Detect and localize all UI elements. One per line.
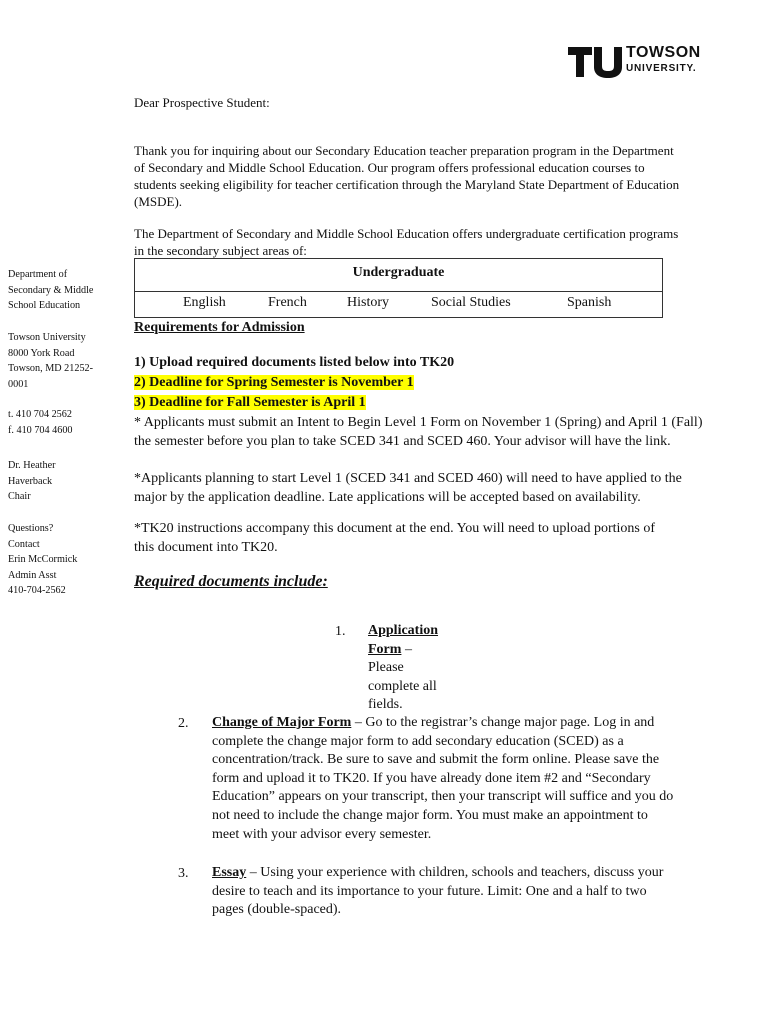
- sidebar-line: Chair: [8, 491, 31, 502]
- sidebar-department: [8, 267, 118, 314]
- intro-paragraph: [134, 142, 734, 210]
- sidebar-line: Dr. Heather: [8, 460, 56, 471]
- sidebar-line: 8000 York Road: [8, 347, 75, 359]
- note-line: major by the application deadline. Late applications will be accepted based on availability.: [134, 490, 641, 505]
- logo-subtitle: UNIVERSITY.: [626, 63, 697, 74]
- sidebar-questions: [8, 521, 118, 599]
- list-item-change-of-major: [212, 714, 752, 844]
- sidebar-line: 410-704-2562: [8, 585, 66, 596]
- sidebar-line: Towson, MD 21252-: [8, 363, 94, 374]
- sidebar-line: School Education: [8, 300, 81, 311]
- list-number: 1.: [335, 624, 346, 639]
- step-upload: 1) Upload required documents listed below into TK20: [134, 355, 455, 370]
- item-label: Form: [368, 641, 402, 657]
- item-label: Essay: [212, 865, 247, 880]
- sidebar-line: Contact: [8, 538, 40, 550]
- note-line: * Applicants must submit an Intent to Begin Level 1 Form on November 1 (Spring) and April 1 (Fall): [134, 415, 703, 430]
- sidebar-line: t. 410 704 2562: [8, 409, 72, 420]
- intro-line: (MSDE).: [134, 194, 183, 209]
- tu-logo-icon: [566, 44, 624, 80]
- sidebar-line: Admin Asst: [8, 569, 57, 581]
- sidebar-phone: [8, 407, 118, 438]
- item-text: not need to include the change major form. You must make an appointment to: [212, 807, 648, 823]
- sidebar-line: Secondary & Middle: [8, 284, 94, 296]
- table-cell-subject: French: [268, 295, 307, 310]
- step-fall-deadline: 3) Deadline for Fall Semester is April 1: [134, 395, 366, 410]
- subjects-table: [134, 258, 663, 318]
- sidebar-line: Erin McCormick: [8, 554, 78, 565]
- item-text: meet with your advisor every semester.: [212, 826, 432, 842]
- sidebar-address: [8, 330, 118, 392]
- item-text: –: [401, 641, 412, 657]
- logo-name: TOWSON: [626, 44, 701, 61]
- sidebar-line: Department of: [8, 269, 68, 280]
- intro-line: Thank you for inquiring about our Secondary Education teacher preparation program in the Department: [134, 143, 674, 158]
- programs-line: in the secondary subject areas of:: [134, 243, 307, 258]
- greeting: Dear Prospective Student:: [134, 95, 270, 110]
- item-text: desire to teach and its importance to your future. Limit: One and a half to two: [212, 883, 647, 899]
- item-text: Please: [368, 660, 404, 676]
- sidebar-line: f. 410 704 4600: [8, 424, 73, 436]
- programs-line: The Department of Secondary and Middle School Education offers undergraduate certification programs: [134, 226, 679, 241]
- intro-line: students seeking eligibility for teacher certification through the Maryland State Department of Education: [134, 177, 680, 192]
- table-cell-subject: English: [183, 295, 226, 310]
- item-text: – Using your experience with children, schools and teachers, discuss your: [246, 865, 664, 880]
- sidebar-line: Questions?: [8, 523, 54, 534]
- item-text: – Go to the registrar’s change major page. Log in and: [351, 715, 655, 730]
- item-text: fields.: [368, 697, 403, 713]
- list-item-application-form: [368, 622, 488, 715]
- sidebar-line: 0001: [8, 378, 29, 390]
- item-text: Education” appears on your transcript, then your transcript will suffice and you do: [212, 789, 674, 805]
- list-number: 2.: [178, 716, 189, 731]
- requirements-steps: [134, 353, 754, 413]
- note-line: *Applicants planning to start Level 1 (SCED 341 and SCED 460) will need to have applied to the: [134, 471, 682, 486]
- table-cell-subject: History: [347, 295, 389, 310]
- item-text: pages (double-spaced).: [212, 902, 342, 918]
- requirements-title: Requirements for Admission: [134, 320, 305, 335]
- list-number: 3.: [178, 866, 189, 881]
- item-text: complete the change major form to add secondary education (SCED) as a: [212, 733, 624, 749]
- item-label: Application: [368, 623, 439, 638]
- item-label: Change of Major Form: [212, 715, 352, 730]
- item-text: form and upload it to TK20. If you have already done item #2 and “Secondary: [212, 770, 651, 786]
- note-line: the semester before you plan to take SCED 341 and SCED 460. Your advisor will have the link.: [134, 434, 671, 449]
- table-cell-subject: Spanish: [567, 295, 612, 310]
- step-spring-deadline: 2) Deadline for Spring Semester is November 1: [134, 375, 414, 390]
- list-item-essay: [212, 864, 752, 920]
- sidebar-chair: [8, 458, 118, 505]
- item-text: concentration/track. Be sure to save and submit the form online. Please save the: [212, 752, 660, 768]
- sidebar-line: Haverback: [8, 475, 53, 487]
- note-line: *TK20 instructions accompany this document at the end. You will need to upload portions of: [134, 521, 656, 536]
- intro-line: of Secondary and Middle School Education. Our program offers professional education courses to: [134, 160, 645, 175]
- sidebar-line: Towson University: [8, 332, 86, 343]
- note-level1: [134, 469, 754, 507]
- note-tk20: [134, 519, 754, 557]
- table-cell-subject: Social Studies: [431, 295, 511, 310]
- note-intent-form: [134, 413, 764, 451]
- table-header: Undergraduate: [135, 259, 662, 292]
- programs-paragraph: [134, 225, 734, 259]
- documents-title: Required documents include:: [134, 573, 328, 590]
- item-text: complete all: [368, 678, 437, 694]
- note-line: this document into TK20.: [134, 540, 278, 555]
